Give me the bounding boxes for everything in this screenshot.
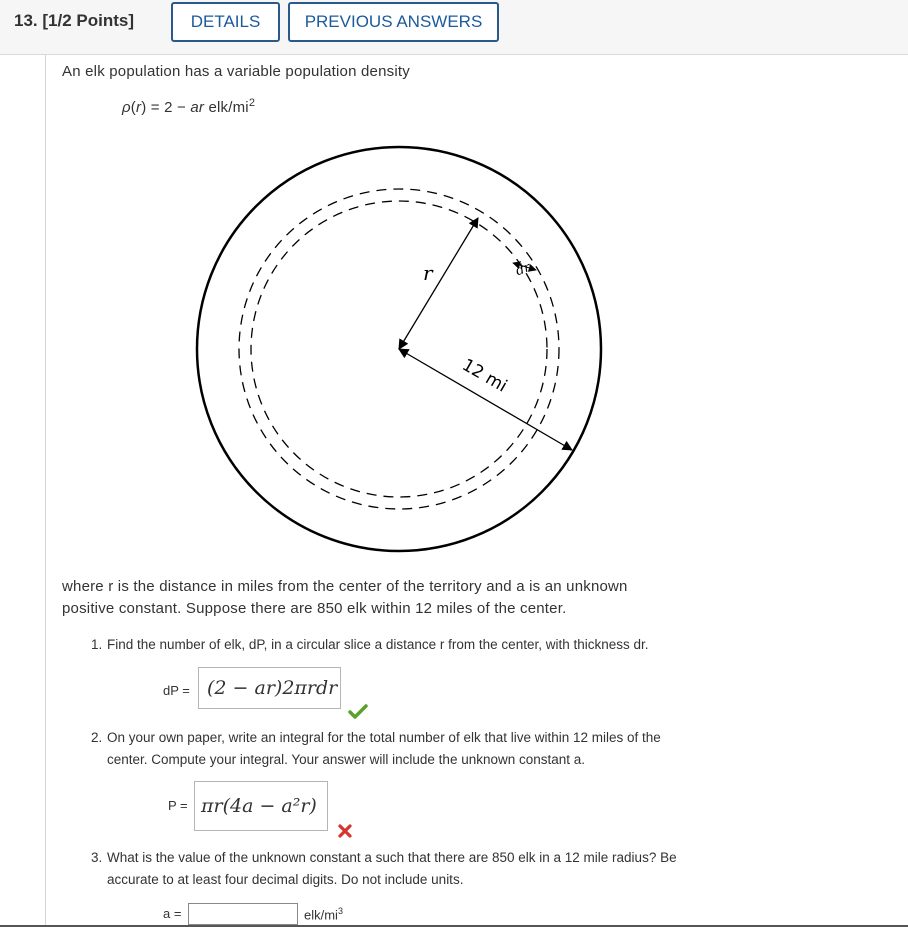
radius-label: r — [423, 261, 433, 285]
part-2-text-line-1: On your own paper, write an integral for the total number of elk that live within 12 miles of the — [107, 730, 661, 745]
a-label: a = — [163, 906, 182, 921]
dr-label: dr — [513, 260, 533, 280]
question-title — [14, 11, 134, 31]
dp-answer-box[interactable]: (2 − ar)2πrdr — [198, 667, 341, 709]
content-left-border — [45, 55, 46, 927]
p-answer-box[interactable]: πr(4a − a²r) — [194, 781, 328, 831]
x-icon — [337, 823, 353, 839]
twelve-mile-label: 12 mi — [458, 355, 511, 397]
a-answer-input[interactable] — [188, 903, 298, 925]
p-label: P = — [168, 798, 188, 813]
elk-territory-diagram — [188, 145, 608, 565]
part-2-number: 2. — [91, 730, 103, 745]
where-text-line-2: positive constant. Suppose there are 850 elk within 12 miles of the center. — [62, 600, 567, 617]
part-3-number: 3. — [91, 850, 103, 865]
a-unit: elk/$mi^3$ — [304, 906, 343, 923]
part-1-number: 1. — [91, 637, 103, 652]
part-2-text-line-2: center. Compute your integral. Your answer will include the unknown constant a. — [107, 752, 586, 767]
part-3-text-line-1: What is the value of the unknown constant a such that there are 850 elk in a 12 mile radius? Be — [107, 850, 677, 865]
part-3-text-line-2: accurate to at least four decimal digits. Do not include units. — [107, 872, 464, 887]
part-1-text: Find the number of elk, dP, in a circular slice a distance r from the center, with thickness dr. — [107, 637, 649, 652]
question-points: [1/2 Points] — [42, 11, 134, 30]
dp-label: dP = — [163, 683, 190, 698]
question-header — [0, 0, 908, 55]
details-button[interactable]: DETAILS — [171, 2, 280, 42]
radius-arrow — [399, 218, 478, 349]
intro-text: An elk population has a variable population density — [62, 63, 410, 80]
check-icon — [348, 703, 368, 719]
where-text-line-1: where r is the distance in miles from the center of the territory and a is an unknown — [62, 578, 628, 595]
previous-answers-button[interactable]: PREVIOUS ANSWERS — [288, 2, 499, 42]
question-number: 13. — [14, 11, 38, 30]
density-formula: ρ(r) = 2 − ar elk/$mi^2$ — [122, 97, 256, 116]
